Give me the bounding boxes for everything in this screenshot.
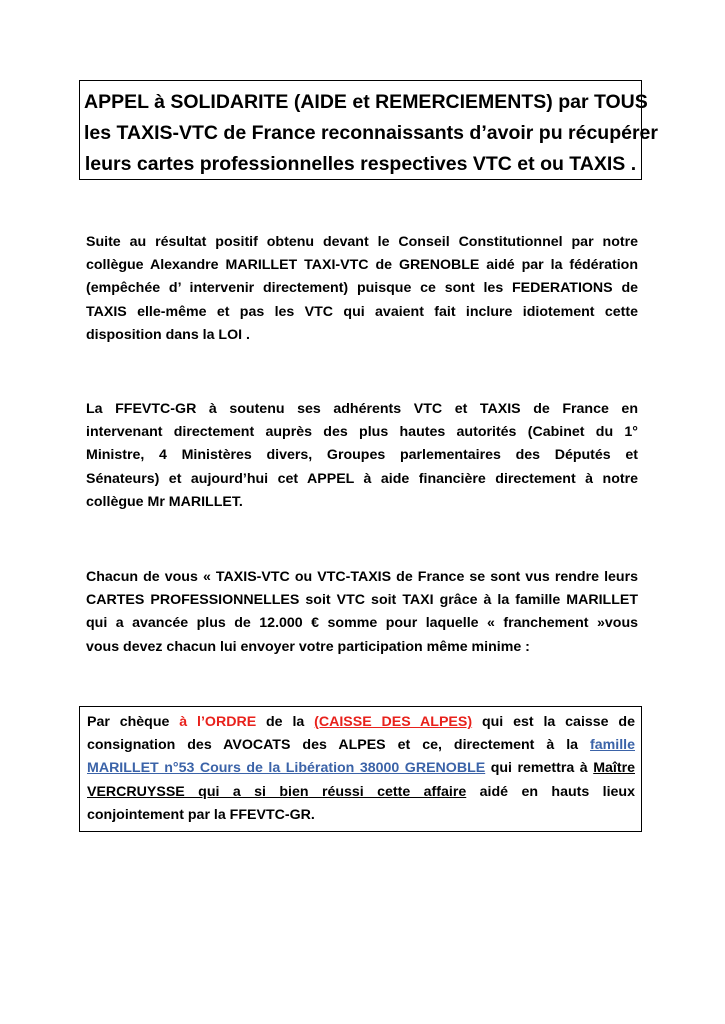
paragraph-2-line: Sénateurs) et aujourd’hui cet APPEL à aide financière directement à notre [86, 470, 638, 487]
payment-line-5: conjointement par la FFEVTC-GR. [87, 806, 315, 823]
paragraph-1 [86, 231, 638, 347]
paragraph-1-line: collègue Alexandre MARILLET TAXI-VTC de GRENOBLE aidé par la fédération [86, 257, 638, 274]
payment-text: Par chèque [87, 714, 180, 730]
payment-text: qui remettra à [485, 760, 594, 777]
payee-order-text: à l’ORDRE [179, 714, 257, 730]
paragraph-3-line: Chacun de vous « TAXIS-VTC ou VTC-TAXIS de France se sont vus rendre leurs [86, 569, 638, 585]
title-line-3: leurs cartes professionnelles respectives VTC et ou TAXIS . [84, 153, 637, 175]
paragraph-2 [86, 398, 638, 514]
paragraph-3-line: CARTES PROFESSIONNELLES soit VTC soit TAXI grâce à la famille MARILLET [86, 592, 638, 609]
paragraph-3-line: qui a avancée plus de 12.000 € somme pour laquelle « franchement »vous [86, 615, 638, 632]
address-link[interactable]: MARILLET n°53 Cours de la Libération 38000 GRENOBLE [87, 760, 486, 777]
paragraph-2-line: intervenant directement auprès des plus hautes autorités (Cabinet du 1° [86, 424, 638, 441]
payment-text: consignation des AVOCATS des ALPES et ce, directement à la [87, 737, 591, 754]
paragraph-1-line: (empêchée d’ intervenir directement) puisque ce sont les FEDERATIONS de [86, 280, 638, 297]
paragraph-2-line: collègue Mr MARILLET. [86, 493, 243, 510]
title-box [79, 80, 658, 180]
payment-text: de la [256, 714, 315, 730]
payment-text: aidé en hauts lieux [466, 783, 635, 800]
paragraph-1-line: Suite au résultat positif obtenu devant le Conseil Constitutionnel par notre [86, 234, 638, 250]
paragraph-1-line: TAXIS elle-même et pas les VTC qui avaient fait inclure idiotement cette [86, 303, 638, 320]
address-link[interactable]: famille [590, 737, 635, 754]
paragraph-2-line: La FFEVTC-GR à soutenu ses adhérents VTC et TAXIS de France en [86, 401, 638, 417]
title-line-2: les TAXIS-VTC de France reconnaissants d’avoir pu récupérer [84, 122, 658, 144]
paragraph-3 [86, 566, 638, 659]
paragraph-1-line: disposition dans la LOI . [86, 326, 250, 343]
payment-line-3 [87, 757, 635, 780]
payment-text: qui est la caisse de [472, 714, 635, 730]
lawyer-name-text: Maître [593, 760, 635, 777]
paragraph-2-line: Ministre, 4 Ministères divers, Groupes parlementaires des Députés et [86, 447, 638, 464]
payment-line-1 [87, 711, 635, 734]
caisse-des-alpes-text: (CAISSE DES ALPES) [314, 714, 473, 730]
payment-line-2 [87, 734, 635, 757]
payment-instructions-box [79, 706, 642, 832]
lawyer-name-text: VERCRUYSSE qui a si bien réussi cette affaire [87, 783, 467, 800]
paragraph-3-line: vous devez chacun lui envoyer votre participation même minime : [86, 638, 530, 655]
payment-line-4 [87, 781, 635, 804]
title-line-1: APPEL à SOLIDARITE (AIDE et REMERCIEMENTS) par TOUS [84, 91, 648, 113]
